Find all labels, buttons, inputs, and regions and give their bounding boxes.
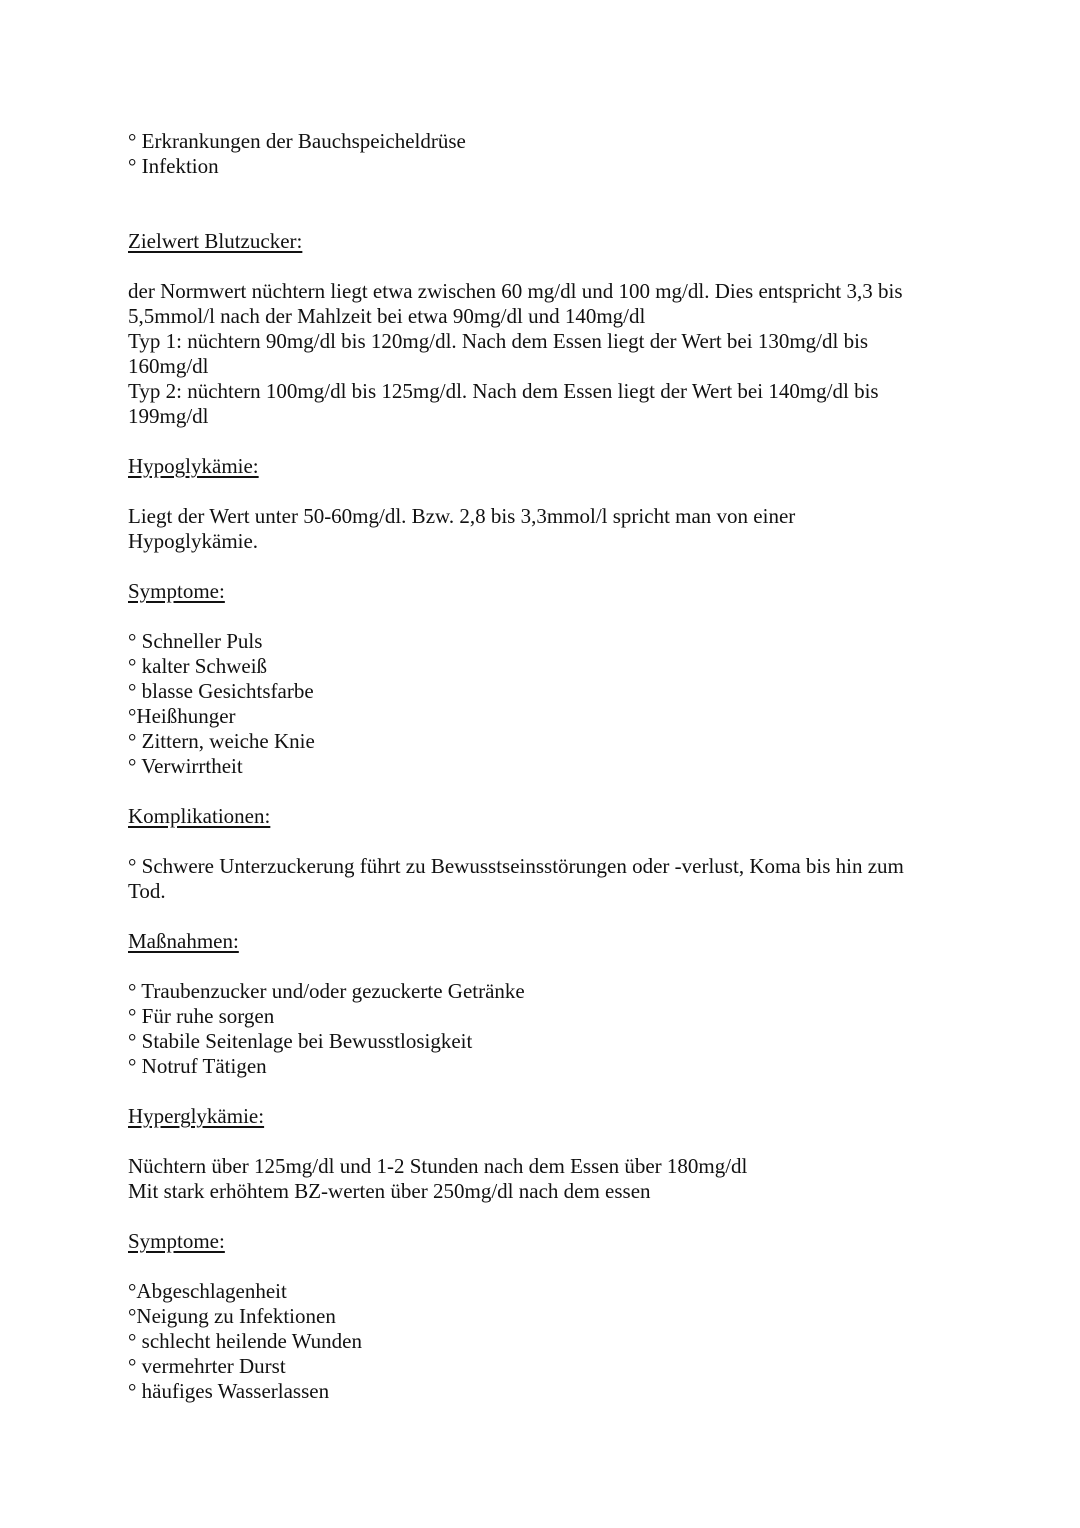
list-item: ° Infektion — [128, 154, 219, 178]
list-item: ° Stabile Seitenlage bei Bewusstlosigkeit — [128, 1029, 473, 1053]
list-item: ° kalter Schweiß — [128, 654, 268, 678]
list-item: ° Notruf Tätigen — [128, 1054, 267, 1078]
hyper-paragraph — [128, 1154, 948, 1204]
hyper-heading: Hyperglykämie: — [128, 1104, 265, 1128]
hypo-symptoms-list — [128, 629, 948, 779]
text-line: der Normwert nüchtern liegt etwa zwischen 60 mg/dl und 100 mg/dl. Dies entspricht 3,3 bis — [128, 279, 903, 303]
list-item: ° Traubenzucker und/oder gezuckerte Getränke — [128, 979, 525, 1003]
zielwert-heading: Zielwert Blutzucker: — [128, 229, 303, 253]
measures-heading: Maßnahmen: — [128, 929, 239, 953]
text-line: Mit stark erhöhtem BZ-werten über 250mg/dl nach dem essen — [128, 1179, 651, 1203]
text-line: Typ 2: nüchtern 100mg/dl bis 125mg/dl. Nach dem Essen liegt der Wert bei 140mg/dl bis — [128, 379, 879, 403]
measures-list — [128, 979, 948, 1079]
text-line: Typ 1: nüchtern 90mg/dl bis 120mg/dl. Nach dem Essen liegt der Wert bei 130mg/dl bis — [128, 329, 869, 353]
text-line: Nüchtern über 125mg/dl und 1-2 Stunden nach dem Essen über 180mg/dl — [128, 1154, 748, 1178]
list-item: ° Für ruhe sorgen — [128, 1004, 275, 1028]
text-line: 199mg/dl — [128, 404, 209, 428]
text-line: Hypoglykämie. — [128, 529, 259, 553]
text-line: ° Schwere Unterzuckerung führt zu Bewusstseinsstörungen oder -verlust, Koma bis hin zum — [128, 854, 904, 878]
list-item: ° schlecht heilende Wunden — [128, 1329, 363, 1353]
list-item: ° vermehrter Durst — [128, 1354, 286, 1378]
list-item: ° Zittern, weiche Knie — [128, 729, 315, 753]
list-item: °Neigung zu Infektionen — [128, 1304, 336, 1328]
complications-paragraph — [128, 854, 948, 904]
text-line: Tod. — [128, 879, 166, 903]
list-item: ° Verwirrtheit — [128, 754, 243, 778]
text-line: 160mg/dl — [128, 354, 209, 378]
text-line: Liegt der Wert unter 50-60mg/dl. Bzw. 2,8 bis 3,3mmol/l spricht man von einer — [128, 504, 796, 528]
list-item: ° Erkrankungen der Bauchspeicheldrüse — [128, 129, 466, 153]
hypo-heading: Hypoglykämie: — [128, 454, 259, 478]
hypo-symptoms-heading: Symptome: — [128, 579, 225, 603]
hypo-paragraph — [128, 504, 948, 554]
document-page — [128, 129, 948, 1404]
hyper-symptoms-heading: Symptome: — [128, 1229, 225, 1253]
list-item: °Abgeschlagenheit — [128, 1279, 287, 1303]
zielwert-paragraph — [128, 279, 948, 429]
causes-list — [128, 129, 948, 179]
text-line: 5,5mmol/l nach der Mahlzeit bei etwa 90mg/dl und 140mg/dl — [128, 304, 646, 328]
list-item: ° häufiges Wasserlassen — [128, 1379, 330, 1403]
list-item: °Heißhunger — [128, 704, 236, 728]
list-item: ° blasse Gesichtsfarbe — [128, 679, 314, 703]
complications-heading: Komplikationen: — [128, 804, 271, 828]
hyper-symptoms-list — [128, 1279, 948, 1404]
list-item: ° Schneller Puls — [128, 629, 263, 653]
